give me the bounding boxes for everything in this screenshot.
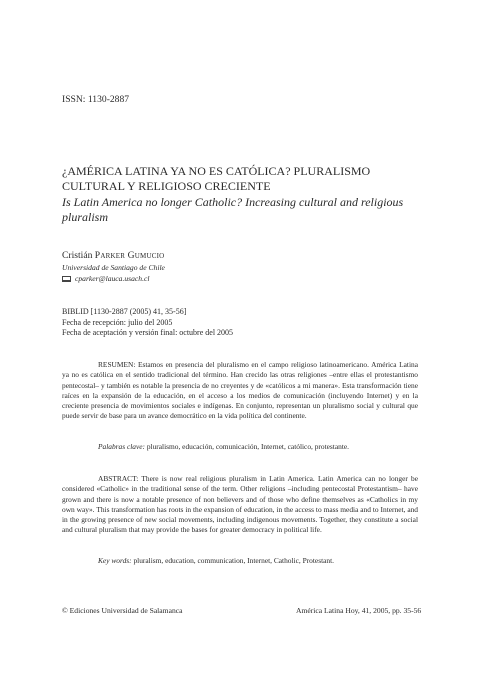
key-words-text: pluralism, education, communication, Internet, Catholic, Protestant. bbox=[133, 556, 334, 565]
resumen-label: RESUMEN: bbox=[98, 360, 136, 369]
resumen-block bbox=[62, 360, 418, 422]
footer-publisher: © Ediciones Universidad de Salamanca bbox=[62, 606, 183, 615]
accepted-date: Fecha de aceptación y versión final: octubre del 2005 bbox=[62, 328, 234, 337]
resumen-text: Estamos en presencia del pluralismo en el campo religioso latinoamericano. América Latina ya no es católica en el sentido tradicional del término. Han crecido las otras religiones –entre ellas el protestantismo pentecostal– y también es notable la presencia de no creyentes y de «católicos a mi manera». Esta transformación tiene raíces en la expansión de la educación, en el acceso a los medios de comunicación (incluyendo Internet) y en la creciente presencia de movimientos sociales e indígenas. En conjunto, representan un pluralismo social y cultural que puede servir de base para un avance democrático en la vida política del continente. bbox=[62, 360, 418, 421]
palabras-clave-label: Palabras clave: bbox=[98, 442, 145, 451]
envelope-icon bbox=[62, 276, 71, 282]
key-words bbox=[98, 556, 334, 565]
author-email-row bbox=[62, 274, 149, 283]
author-family-name: Parker Gumucio bbox=[94, 250, 165, 261]
issn: ISSN: 1130-2887 bbox=[62, 94, 130, 105]
biblid-block bbox=[62, 307, 233, 339]
palabras-clave-text: pluralismo, educación, comunicación, Internet, católico, protestante. bbox=[146, 442, 350, 451]
abstract-block bbox=[62, 474, 418, 536]
received-date: Fecha de recepción: julio del 2005 bbox=[62, 317, 173, 327]
author-affiliation: Universidad de Santiago de Chile bbox=[62, 263, 165, 272]
article-subtitle: Is Latin America no longer Catholic? Increasing cultural and religious pluralism bbox=[62, 195, 404, 224]
article-title: ¿AMÉRICA LATINA YA NO ES CATÓLICA? PLURALISMO CULTURAL Y RELIGIOSO CRECIENTE bbox=[62, 164, 371, 193]
abstract-text: There is now real religious pluralism in Latin America. Latin America can no longer be considered «Catholic» in the traditional sense of the term. Other religions –including pentecostal Protestantism– have grown and there is now a notable presence of non believers and of those who define themselves as «Catholics in my own way». This transformation has roots in the expansion of education, in the access to mass media and to Internet, and in the growing presence of new social movements, including indigenous movements. Together, they constitute a social and cultural pluralism that may provide the bases for greater democracy in political life. bbox=[62, 474, 418, 535]
abstract-label: ABSTRACT: bbox=[98, 474, 139, 483]
author-name bbox=[62, 250, 164, 261]
palabras-clave bbox=[98, 442, 349, 451]
biblid-ref: BIBLID [1130-2887 (2005) 41, 35-56] bbox=[62, 307, 187, 316]
author-given-name: Cristián bbox=[62, 250, 93, 261]
author-email[interactable]: cparker@lauca.usach.cl bbox=[75, 274, 150, 283]
key-words-label: Key words: bbox=[98, 556, 132, 565]
footer-citation: América Latina Hoy, 41, 2005, pp. 35-56 bbox=[296, 606, 422, 615]
